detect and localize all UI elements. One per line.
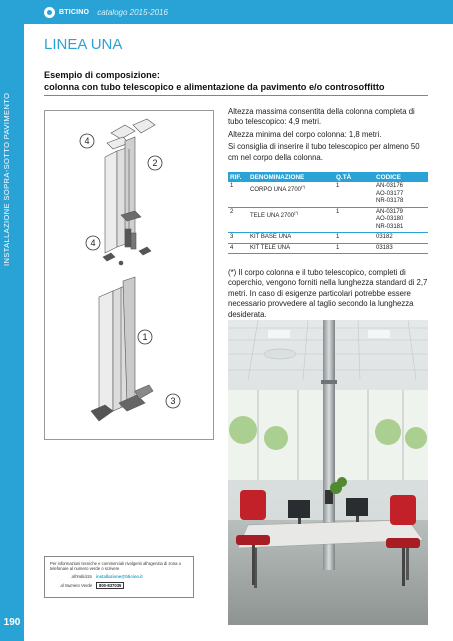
office-photo-svg [228,320,428,625]
row-rif: 4 [228,243,248,254]
contact-email-row [50,574,188,579]
email-label: all'indirizzo [71,574,92,579]
row-codes: AN-03179 AO-03180 NR-03181 [374,207,428,233]
assembly-drawing [44,110,214,440]
sidebar-section-label: INSTALLAZIONE SOPRA-SOTTO PAVIMENTO [2,92,11,266]
col-rif: RIF. [228,172,248,182]
monitor-2 [346,498,368,516]
table-row [228,233,428,244]
phone-number[interactable]: 800-837035 [96,582,124,589]
footnote: (*) Il corpo colonna e il tubo telescopico, completi di coperchio, vengono forniti nella lunghezza standard di 2,7 metri. In caso di esigenze particolari potrebbe essere necessario provvedere al taglio secondo la lunghezza desiderata. [228,268,428,319]
contact-phone-row [50,582,188,589]
telescopic-tube-front [105,151,117,253]
column-joint [321,380,337,384]
info-min-height: Altezza minima del corpo colonna: 1,8 metri. [228,129,382,139]
title-divider [44,95,428,96]
col-codice: CODICE [374,172,428,182]
sidebar [0,24,24,641]
row-name: TELE UNA 2700(*) [248,207,334,233]
spec-table-header [228,172,428,182]
subtitle-line-2: colonna con tubo telescopico e alimentazione da pavimento e/o controsoffitto [44,82,385,92]
row-codes: AN-03176 AO-03177 NR-03178 [374,182,428,207]
page-subtitle [44,69,436,93]
callout-label-3: 3 [170,396,176,406]
top-cap-part-2 [133,119,155,133]
page-number: 190 [0,604,24,641]
callout-label-4-top: 4 [84,136,90,146]
row-rif: 1 [228,182,248,207]
row-qty: 1 [334,243,374,254]
top-bar [0,0,453,24]
brand-name: BTICINO [59,8,90,16]
page-title: LINEA UNA [44,36,123,53]
email-link[interactable]: installazione@bticino.it [96,574,143,579]
ceiling-light [268,330,290,338]
assembly-svg [45,111,213,439]
callout-label-2: 2 [152,158,158,168]
kit-tele-clip [125,229,131,247]
phone-label: al Numero Verde [60,583,92,588]
office-photo [228,320,428,625]
column-body-front [99,291,113,417]
info-max-height: Altezza massima consentita della colonna completa di tubo telescopico: 4,9 metri. [228,107,415,127]
row-codes: 03182 [374,233,428,244]
table-row [228,207,428,233]
subtitle-line-1: Esempio di composizione: [44,70,160,80]
info-text [228,107,428,165]
kit-tele-clip-2 [131,233,136,249]
contact-text: Per informazioni tecniche e commerciali rivolgersi all'agenzia di zona o telefonare al numero verde o scrivere [50,561,181,571]
spec-table [228,172,428,254]
table-row [228,243,428,254]
col-qta: Q.TÀ [334,172,374,182]
row-name: KIT TELE UNA [248,243,334,254]
brand-logo-icon [44,7,55,18]
row-rif: 2 [228,207,248,233]
row-codes: 03183 [374,243,428,254]
callout-label-1: 1 [142,332,148,342]
table-row [228,182,428,207]
brand [44,6,168,18]
ceiling-light-2 [368,330,390,338]
row-name: CORPO UNA 2700(*) [248,182,334,207]
row-qty: 1 [334,182,374,207]
row-name: KIT BASE UNA [248,233,334,244]
col-denominazione: DENOMINAZIONE [248,172,334,182]
ceiling-diffuser [264,349,296,359]
row-qty: 1 [334,233,374,244]
kit-tele-screw [139,247,151,255]
row-rif: 3 [228,233,248,244]
row-qty: 1 [334,207,374,233]
monitor [288,500,310,518]
kit-tele-screw-2 [103,253,115,261]
catalog-label: catalogo 2015-2016 [97,7,168,17]
kit-tele-bolt [119,261,123,265]
info-advice: Si consiglia di inserire il tubo telescopico per almeno 50 cm nel corpo della colonna. [228,142,420,162]
telescopic-tube-inner [125,137,135,243]
contact-box [44,556,194,598]
callout-label-4-mid: 4 [90,238,96,248]
base-right-part-2 [135,385,153,399]
